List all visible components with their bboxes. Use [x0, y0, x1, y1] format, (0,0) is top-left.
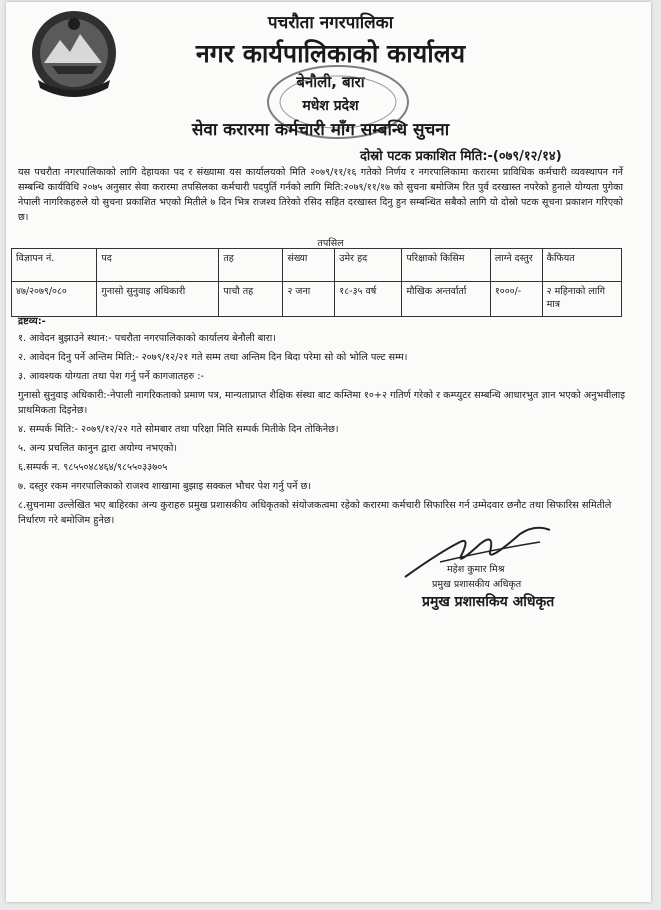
col-level: तह: [219, 249, 283, 282]
note-item: १. आवेदन बुझाउने स्थान:- पचरौता नगरपालिकाको कार्यालय बेनौली बारा।: [18, 333, 276, 344]
cell-remarks: २ महिनाको लागि मात्र: [542, 282, 621, 317]
cell-post: गुनासो सुनुवाइ अधिकारी: [97, 282, 219, 317]
cell-age-limit: १८-३५ वर्ष: [335, 282, 402, 317]
note-item: ४. सम्पर्क मिति:- २०७९/१२/२२ गते सोमबार तथा परिक्षा मिति सम्पर्क मितीके दिन तोकिनेछ।: [18, 424, 339, 435]
office-name: नगर कार्यपालिकाको कार्यालय: [195, 39, 466, 68]
note-item: ३. आवश्यक योग्यता तथा पेश गर्नु पर्ने कागजातहरु :-: [18, 371, 205, 382]
col-fee: लाग्ने दस्तुर: [490, 249, 542, 282]
notice-title: सेवा करारमा कर्मचारी माँग सम्बन्धि सुचना: [191, 120, 450, 140]
col-count: संख्या: [283, 249, 335, 282]
note-item: ६.सम्पर्क न. ९८५५०४८४६४/९८५५०३३७०५: [18, 462, 168, 473]
cell-ad-number: ४७/२०७९/०८०: [12, 282, 97, 317]
publication-date: दोस्रो पटक प्रकाशित मिति:-(०७९/१२/१४): [360, 149, 562, 164]
signer-name: महेश कुमार मिश्र: [447, 564, 505, 575]
municipality-name: पचरौता नगरपालिका: [267, 13, 394, 33]
cell-level: पाचौ तह: [219, 282, 283, 317]
note-item: गुनासो सुनुवाइ अधिकारी:-नेपाली नागरिकताको प्रमाण पत्र, मान्यताप्राप्त शैक्षिक संस्था बाट कम्तिमा १०+२ गतिर्ण गरेको र कम्प्युटर सम्बन्धि आधारभुत ज्ञान भएको अनुभवीलाइ प्राथमिकता दिइनेछ।: [18, 390, 626, 416]
signer-seal: प्रमुख प्रशासकिय अधिकृत: [422, 594, 555, 610]
signer-title: प्रमुख प्रशासकीय अधिकृत: [432, 579, 522, 590]
note-item: ७. दस्तुर रकम नगरपालिकाको राजश्व शाखामा बुझाइ सक्कल भौचर पेश गर्नु पर्ने छ।: [18, 481, 312, 492]
cell-count: २ जना: [283, 282, 335, 317]
col-exam-type: परिक्षाको किसिम: [402, 249, 490, 282]
schedule-label: तपसिल: [317, 238, 344, 249]
note-item: ८.सुचनामा उल्लेखित भए बाहिरका अन्य कुराहरु प्रमुख प्रशासकीय अधिकृतको संयोजकत्वमा रहेको करारमा कर्मचारी सिफारिस गर्न उम्मेदवार छनौट तथा सिफारिस समितीले निर्धारण गरे बमोजिम हुनेछ।: [18, 500, 612, 526]
notes-section: [18, 314, 628, 532]
col-age-limit: उमेर हद: [335, 249, 402, 282]
cell-fee: १०००/-: [490, 282, 542, 317]
table-header-row: [12, 249, 622, 282]
vacancy-table: [11, 248, 622, 317]
office-location: बेनौली, बारा: [296, 73, 365, 91]
province-name: मधेश प्रदेश: [302, 98, 359, 114]
note-item: ५. अन्य प्रचलित कानुन द्वारा अयोग्य नभएको।: [18, 443, 178, 454]
col-ad-number: विज्ञापन नं.: [12, 249, 97, 282]
note-item: २. आवेदन दिनु पर्ने अन्तिम मिति:- २०७९/१२/२१ गते सम्म तथा अन्तिम दिन बिदा परेमा सो को भोलि पल्ट सम्म।: [18, 352, 408, 363]
notes-heading: द्रष्टव्य:-: [18, 316, 46, 327]
cell-exam-type: मौखिक अन्तर्वार्ता: [402, 282, 490, 317]
col-remarks: कैफियत: [542, 249, 621, 282]
table-row: [12, 282, 622, 317]
col-post: पद: [97, 249, 219, 282]
intro-paragraph: यस पचरौता नगरपालिकाको लागि देहायका पद र संख्यामा यस कार्यालयको मिति २०७९/११/१६ गतेको निर्णय र नगरपालिकामा करारमा प्राविधिक कर्मचारी व्यवस्थापन गर्ने सम्बन्धि कार्यविधि २०७५ अनुसार सेवा करारमा तपसिलका कर्मचारी पदपुर्ति गर्नको लागि मिति:२०७९/११/१७ को सुचना बमोजिम रित पुर्व दरखास्त नपरेको हुनाले योग्यता पुगेका नेपाली नागरिकहरुले यो सुचना प्रकाशित भएको मितीले ७ दिन भित्र राजश्व तिरेको रसिद सहित दरखास्त दिनु हुन सम्बन्धित सबैको लागि यो दोस्रो पटक सूचना प्रकाशन गरिएको छ।: [18, 167, 623, 223]
